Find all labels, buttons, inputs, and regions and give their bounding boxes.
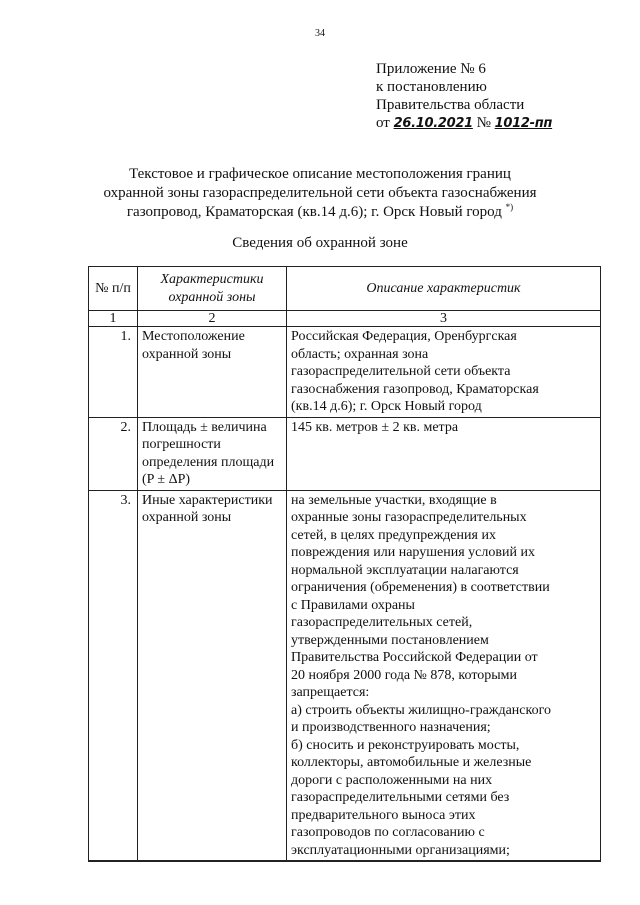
number-sign: № bbox=[476, 115, 491, 131]
description-line: Правительства Российской Федерации от bbox=[291, 650, 538, 665]
header-description: Описание характеристик bbox=[287, 267, 601, 311]
description-line: б) сносить и реконструировать мосты, bbox=[291, 737, 520, 753]
row-number: 2. bbox=[89, 417, 138, 490]
table-row bbox=[89, 490, 601, 861]
table-row bbox=[89, 327, 601, 418]
row-description bbox=[287, 490, 601, 861]
page-number: 34 bbox=[315, 28, 325, 39]
description-line: газопроводов по согласованию с bbox=[291, 825, 485, 840]
description-line: эксплуатационными организациями; bbox=[291, 842, 510, 858]
section-title: Сведения об охранной зоне bbox=[232, 235, 408, 251]
row-characteristic: Местоположение охранной зоны bbox=[138, 327, 287, 418]
description-line: повреждения или нарушения условий их bbox=[291, 545, 535, 560]
description-line: предварительного выноса этих bbox=[291, 807, 476, 823]
description-line: и производственного назначения; bbox=[291, 720, 491, 735]
description-line: газораспределительных сетей, bbox=[291, 615, 473, 630]
description-line: (кв.14 д.6); г. Орск Новый город bbox=[291, 399, 482, 414]
table-row bbox=[89, 417, 601, 490]
description-line: ограничения (обременения) в соответствии bbox=[291, 580, 550, 595]
title-line: охранной зоны газораспределительной сети объекта газоснабжения bbox=[103, 185, 537, 201]
from-label: от bbox=[376, 115, 390, 131]
appendix-line: к постановлению bbox=[376, 79, 487, 95]
description-line: нормальной эксплуатации налагаются bbox=[291, 562, 519, 578]
handwritten-number: 1012-пп bbox=[494, 116, 553, 131]
title-line bbox=[0, 203, 640, 222]
description-line: на земельные участки, входящие в bbox=[291, 492, 497, 508]
row-number: 3. bbox=[89, 490, 138, 861]
row-characteristic: Иные характеристики охранной зоны bbox=[138, 490, 287, 861]
description-line: а) строить объекты жилищно-гражданского bbox=[291, 702, 551, 718]
description-line: газораспределительной сети объекта bbox=[291, 364, 511, 379]
description-line: 20 ноября 2000 года № 878, которыми bbox=[291, 667, 518, 683]
description-line: сетей, в целях предупреждения их bbox=[291, 527, 496, 543]
title-line: Текстовое и графическое описание местоположения границ bbox=[129, 166, 511, 182]
description-line: дороги с расположенными на них bbox=[291, 772, 493, 788]
header-number: № п/п bbox=[89, 267, 138, 311]
row-number: 1. bbox=[89, 327, 138, 418]
appendix-date-line bbox=[376, 114, 552, 133]
description-line: коллекторы, автомобильные и железные bbox=[291, 755, 532, 770]
index-cell: 2 bbox=[138, 311, 287, 327]
document-title bbox=[0, 165, 640, 222]
title-line-text: газопровод, Краматорская (кв.14 д.6); г. Орск Новый город bbox=[126, 204, 502, 220]
description-line: газораспределительными сетями без bbox=[291, 790, 510, 805]
appendix-block bbox=[376, 60, 552, 133]
header-characteristics: Характеристики охранной зоны bbox=[138, 267, 287, 311]
description-line: газоснабжения газопровод, Краматорская bbox=[291, 381, 539, 397]
footnote-mark: *) bbox=[505, 202, 514, 212]
description-line: 145 кв. метров ± 2 кв. метра bbox=[291, 419, 459, 435]
zone-info-table bbox=[88, 266, 601, 862]
row-description bbox=[287, 327, 601, 418]
row-description bbox=[287, 417, 601, 490]
description-line: охранные зоны газораспределительных bbox=[291, 510, 527, 525]
index-cell: 3 bbox=[287, 311, 601, 327]
description-line: утвержденными постановлением bbox=[291, 632, 489, 648]
row-characteristic: Площадь ± величина погрешности определения площади (P ± ΔP) bbox=[138, 417, 287, 490]
description-line: область; охранная зона bbox=[291, 346, 429, 362]
description-line: с Правилами охраны bbox=[291, 597, 415, 613]
appendix-line: Приложение № 6 bbox=[376, 61, 486, 77]
description-line: Российская Федерация, Оренбургская bbox=[291, 329, 517, 344]
appendix-line: Правительства области bbox=[376, 97, 525, 113]
description-line: запрещается: bbox=[291, 685, 370, 700]
table-header-row bbox=[89, 267, 601, 311]
handwritten-date: 26.10.2021 bbox=[393, 116, 473, 131]
table-index-row bbox=[89, 311, 601, 327]
index-cell: 1 bbox=[89, 311, 138, 327]
